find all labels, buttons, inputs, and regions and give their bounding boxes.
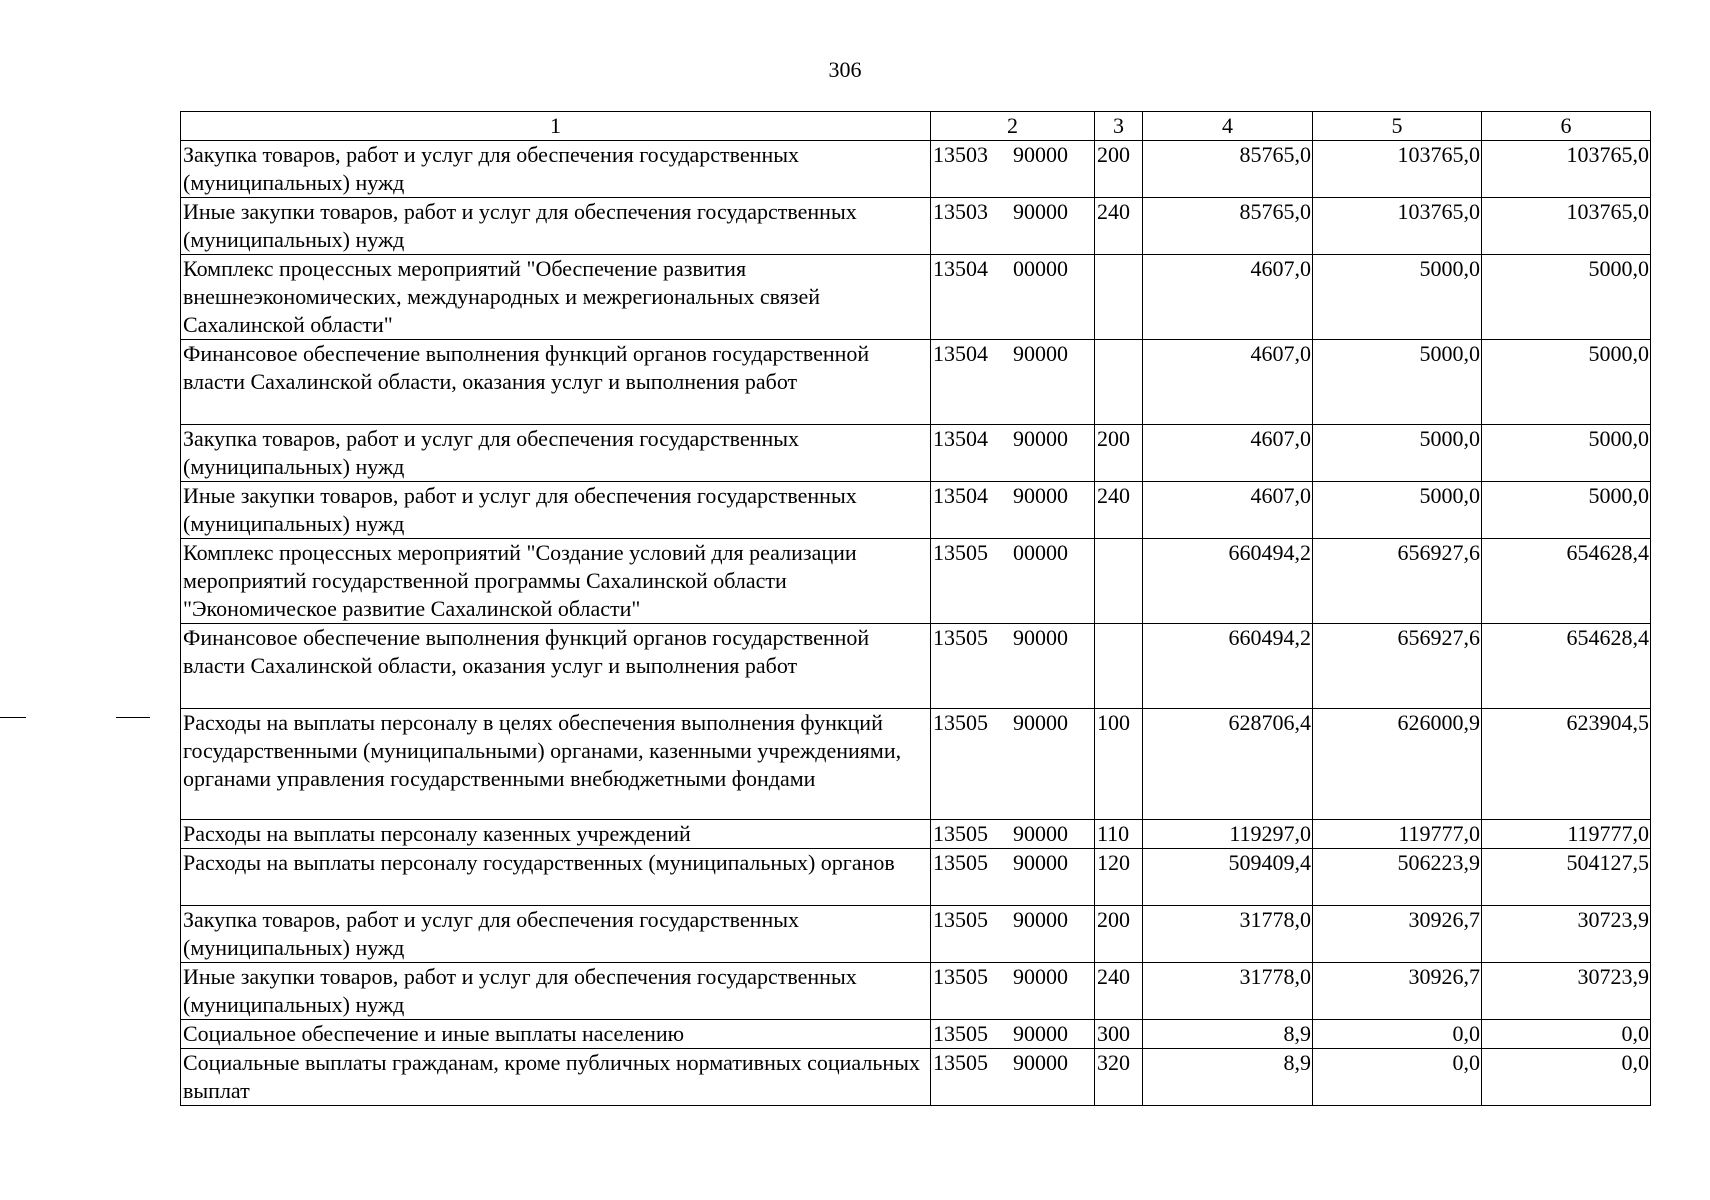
row-amount: 4607,0	[1143, 482, 1313, 539]
row-expense-type: 240	[1095, 963, 1143, 1020]
code-part-1: 13505	[933, 540, 988, 565]
table-row	[181, 963, 1651, 1020]
table-row	[181, 425, 1651, 482]
row-amount: 4607,0	[1143, 255, 1313, 340]
table-row	[181, 198, 1651, 255]
row-amount: 103765,0	[1482, 141, 1651, 198]
code-part-2: 90000	[1013, 199, 1068, 224]
row-amount: 30723,9	[1482, 906, 1651, 963]
row-code	[931, 849, 1095, 906]
table-row	[181, 906, 1651, 963]
row-amount: 30723,9	[1482, 963, 1651, 1020]
row-name: Иные закупки товаров, работ и услуг для обеспечения государственных (муниципальных) нужд	[181, 198, 931, 255]
code-part-2: 00000	[1013, 540, 1068, 565]
code-part-1: 13505	[933, 710, 988, 735]
row-code	[931, 709, 1095, 820]
row-code	[931, 255, 1095, 340]
row-amount: 660494,2	[1143, 539, 1313, 624]
row-amount: 119777,0	[1313, 820, 1482, 849]
row-name: Финансовое обеспечение выполнения функций органов государственной власти Сахалинской области, оказания услуг и выполнения работ	[181, 340, 931, 425]
row-amount: 5000,0	[1313, 255, 1482, 340]
table-row	[181, 624, 1651, 709]
column-header: 2	[931, 112, 1095, 141]
row-name: Закупка товаров, работ и услуг для обеспечения государственных (муниципальных) нужд	[181, 906, 931, 963]
row-expense-type: 300	[1095, 1020, 1143, 1049]
row-code	[931, 1049, 1095, 1106]
code-part-1: 13505	[933, 850, 988, 875]
row-amount: 656927,6	[1313, 539, 1482, 624]
table-row	[181, 539, 1651, 624]
row-name: Социальные выплаты гражданам, кроме публичных нормативных социальных выплат	[181, 1049, 931, 1106]
row-expense-type	[1095, 539, 1143, 624]
table-body	[181, 141, 1651, 1106]
row-amount: 5000,0	[1313, 340, 1482, 425]
row-amount: 626000,9	[1313, 709, 1482, 820]
code-part-1: 13504	[933, 256, 988, 281]
code-part-2: 90000	[1013, 821, 1068, 846]
row-amount: 5000,0	[1482, 255, 1651, 340]
row-code	[931, 820, 1095, 849]
row-name: Иные закупки товаров, работ и услуг для обеспечения государственных (муниципальных) нужд	[181, 482, 931, 539]
row-expense-type: 200	[1095, 141, 1143, 198]
code-part-2: 90000	[1013, 964, 1068, 989]
code-part-1: 13505	[933, 625, 988, 650]
row-name: Закупка товаров, работ и услуг для обеспечения государственных (муниципальных) нужд	[181, 425, 931, 482]
row-code	[931, 539, 1095, 624]
row-code	[931, 906, 1095, 963]
table-row	[181, 709, 1651, 820]
row-code	[931, 425, 1095, 482]
budget-table	[180, 111, 1651, 1106]
row-amount: 656927,6	[1313, 624, 1482, 709]
table-row	[181, 255, 1651, 340]
table-row	[181, 1020, 1651, 1049]
row-amount: 4607,0	[1143, 340, 1313, 425]
row-code	[931, 198, 1095, 255]
row-amount: 0,0	[1313, 1020, 1482, 1049]
row-amount: 103765,0	[1313, 141, 1482, 198]
code-part-1: 13504	[933, 426, 988, 451]
row-amount: 0,0	[1482, 1020, 1651, 1049]
code-part-1: 13505	[933, 964, 988, 989]
code-part-2: 90000	[1013, 907, 1068, 932]
row-expense-type: 100	[1095, 709, 1143, 820]
row-expense-type	[1095, 624, 1143, 709]
table-header-row	[181, 112, 1651, 141]
table-row	[181, 820, 1651, 849]
row-expense-type: 320	[1095, 1049, 1143, 1106]
row-amount: 654628,4	[1482, 539, 1651, 624]
row-expense-type	[1095, 255, 1143, 340]
margin-mark	[116, 717, 150, 718]
row-code	[931, 963, 1095, 1020]
row-amount: 0,0	[1482, 1049, 1651, 1106]
row-name: Комплекс процессных мероприятий "Создание условий для реализации мероприятий государственной программы Сахалинской области "Экономическое развитие Сахалинской области"	[181, 539, 931, 624]
code-part-2: 90000	[1013, 341, 1068, 366]
table-row	[181, 849, 1651, 906]
row-amount: 5000,0	[1482, 482, 1651, 539]
column-header: 1	[181, 112, 931, 141]
code-part-2: 90000	[1013, 625, 1068, 650]
row-name: Финансовое обеспечение выполнения функций органов государственной власти Сахалинской области, оказания услуг и выполнения работ	[181, 624, 931, 709]
code-part-2: 90000	[1013, 710, 1068, 735]
row-name: Закупка товаров, работ и услуг для обеспечения государственных (муниципальных) нужд	[181, 141, 931, 198]
code-part-2: 90000	[1013, 1050, 1068, 1075]
row-name: Социальное обеспечение и иные выплаты населению	[181, 1020, 931, 1049]
table-row	[181, 141, 1651, 198]
column-header: 4	[1143, 112, 1313, 141]
code-part-1: 13505	[933, 821, 988, 846]
row-code	[931, 482, 1095, 539]
code-part-1: 13504	[933, 341, 988, 366]
row-amount: 5000,0	[1313, 482, 1482, 539]
row-expense-type	[1095, 340, 1143, 425]
code-part-1: 13503	[933, 142, 988, 167]
row-expense-type: 240	[1095, 482, 1143, 539]
row-amount: 654628,4	[1482, 624, 1651, 709]
row-amount: 5000,0	[1482, 425, 1651, 482]
row-amount: 8,9	[1143, 1020, 1313, 1049]
page-number: 306	[828, 57, 862, 82]
row-expense-type: 120	[1095, 849, 1143, 906]
code-part-1: 13504	[933, 483, 988, 508]
row-amount: 623904,5	[1482, 709, 1651, 820]
code-part-1: 13503	[933, 199, 988, 224]
code-part-2: 90000	[1013, 850, 1068, 875]
row-amount: 5000,0	[1313, 425, 1482, 482]
row-amount: 628706,4	[1143, 709, 1313, 820]
row-amount: 506223,9	[1313, 849, 1482, 906]
row-code	[931, 340, 1095, 425]
row-expense-type: 110	[1095, 820, 1143, 849]
row-amount: 103765,0	[1482, 198, 1651, 255]
row-amount: 31778,0	[1143, 906, 1313, 963]
column-header: 5	[1313, 112, 1482, 141]
column-header: 6	[1482, 112, 1651, 141]
row-amount: 103765,0	[1313, 198, 1482, 255]
row-code	[931, 624, 1095, 709]
row-name: Расходы на выплаты персоналу в целях обеспечения выполнения функций государственными (муниципальными) органами, казенными учреждениями, органами управления государственными внебюджетными фондами	[181, 709, 931, 820]
code-part-2: 90000	[1013, 483, 1068, 508]
table-row	[181, 340, 1651, 425]
row-expense-type: 200	[1095, 906, 1143, 963]
row-amount: 8,9	[1143, 1049, 1313, 1106]
row-expense-type: 240	[1095, 198, 1143, 255]
row-amount: 85765,0	[1143, 141, 1313, 198]
row-amount: 660494,2	[1143, 624, 1313, 709]
row-name: Расходы на выплаты персоналу государственных (муниципальных) органов	[181, 849, 931, 906]
row-amount: 31778,0	[1143, 963, 1313, 1020]
row-amount: 119777,0	[1482, 820, 1651, 849]
code-part-1: 13505	[933, 1021, 988, 1046]
row-amount: 30926,7	[1313, 906, 1482, 963]
row-amount: 504127,5	[1482, 849, 1651, 906]
row-amount: 4607,0	[1143, 425, 1313, 482]
column-header: 3	[1095, 112, 1143, 141]
row-code	[931, 1020, 1095, 1049]
row-amount: 85765,0	[1143, 198, 1313, 255]
code-part-1: 13505	[933, 1050, 988, 1075]
table-row	[181, 1049, 1651, 1106]
code-part-2: 90000	[1013, 142, 1068, 167]
row-name: Расходы на выплаты персоналу казенных учреждений	[181, 820, 931, 849]
row-amount: 30926,7	[1313, 963, 1482, 1020]
code-part-2: 90000	[1013, 426, 1068, 451]
margin-mark	[0, 717, 26, 718]
code-part-2: 90000	[1013, 1021, 1068, 1046]
code-part-2: 00000	[1013, 256, 1068, 281]
table-row	[181, 482, 1651, 539]
row-name: Комплекс процессных мероприятий "Обеспечение развития внешнеэкономических, международных и межрегиональных связей Сахалинской области"	[181, 255, 931, 340]
row-expense-type: 200	[1095, 425, 1143, 482]
row-code	[931, 141, 1095, 198]
row-amount: 0,0	[1313, 1049, 1482, 1106]
row-amount: 5000,0	[1482, 340, 1651, 425]
code-part-1: 13505	[933, 907, 988, 932]
row-amount: 509409,4	[1143, 849, 1313, 906]
row-name: Иные закупки товаров, работ и услуг для обеспечения государственных (муниципальных) нужд	[181, 963, 931, 1020]
row-amount: 119297,0	[1143, 820, 1313, 849]
